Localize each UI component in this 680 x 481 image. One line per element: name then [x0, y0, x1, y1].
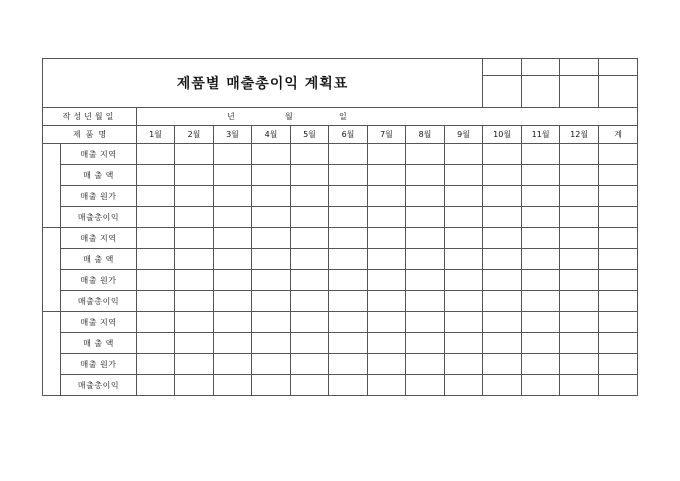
month-value-cell[interactable] [175, 249, 214, 270]
plan-table [42, 58, 638, 396]
table-row [43, 228, 638, 249]
month-value-cell[interactable] [406, 144, 445, 165]
month-value-cell[interactable] [291, 228, 329, 249]
total-value-cell[interactable] [599, 165, 638, 186]
document-title: 제품별 매출총이익 계획표 [43, 59, 483, 108]
month-value-cell[interactable] [214, 312, 252, 333]
month-value-cell[interactable] [175, 144, 214, 165]
month-value-cell[interactable] [291, 354, 329, 375]
table-row [43, 186, 638, 207]
month-value-cell[interactable] [175, 228, 214, 249]
month-header-12: 12월 [560, 126, 599, 144]
month-value-cell[interactable] [445, 144, 483, 165]
month-value-cell[interactable] [445, 228, 483, 249]
month-value-cell[interactable] [175, 354, 214, 375]
month-value-cell[interactable] [445, 249, 483, 270]
month-value-cell[interactable] [252, 144, 291, 165]
month-value-cell[interactable] [252, 354, 291, 375]
approval-box-2-header[interactable] [522, 59, 560, 76]
month-value-cell[interactable] [252, 186, 291, 207]
month-value-cell[interactable] [522, 207, 560, 228]
month-value-cell[interactable] [252, 228, 291, 249]
month-value-cell[interactable] [368, 312, 406, 333]
month-value-cell[interactable] [483, 375, 522, 396]
month-value-cell[interactable] [368, 291, 406, 312]
month-value-cell[interactable] [291, 207, 329, 228]
month-value-cell[interactable] [406, 270, 445, 291]
month-value-cell[interactable] [329, 312, 368, 333]
month-value-cell[interactable] [329, 144, 368, 165]
table-row [43, 270, 638, 291]
month-value-cell[interactable] [368, 144, 406, 165]
month-value-cell[interactable] [252, 291, 291, 312]
row-label: 매 출 액 [61, 333, 137, 354]
month-value-cell[interactable] [368, 249, 406, 270]
month-value-cell[interactable] [560, 186, 599, 207]
month-header-3: 3월 [214, 126, 252, 144]
month-value-cell[interactable] [445, 207, 483, 228]
month-header-9: 9월 [445, 126, 483, 144]
month-value-cell[interactable] [522, 165, 560, 186]
table-row [43, 249, 638, 270]
month-header-1: 1월 [137, 126, 175, 144]
written-date-label: 작성년월일 [43, 108, 137, 126]
month-value-cell[interactable] [175, 291, 214, 312]
month-value-cell[interactable] [137, 207, 175, 228]
month-value-cell[interactable] [406, 354, 445, 375]
total-value-cell[interactable] [599, 249, 638, 270]
month-value-cell[interactable] [445, 375, 483, 396]
month-value-cell[interactable] [175, 270, 214, 291]
row-label: 매 출 액 [61, 249, 137, 270]
product-name-cell[interactable] [43, 312, 61, 396]
month-value-cell[interactable] [214, 228, 252, 249]
plan-sheet [42, 58, 637, 419]
month-value-cell[interactable] [291, 312, 329, 333]
month-value-cell[interactable] [214, 375, 252, 396]
approval-box-3-header[interactable] [560, 59, 599, 76]
month-value-cell[interactable] [291, 249, 329, 270]
total-value-cell[interactable] [599, 312, 638, 333]
month-value-cell[interactable] [406, 186, 445, 207]
month-value-cell[interactable] [291, 333, 329, 354]
month-value-cell[interactable] [368, 270, 406, 291]
month-value-cell[interactable] [214, 291, 252, 312]
month-value-cell[interactable] [252, 333, 291, 354]
month-value-cell[interactable] [368, 186, 406, 207]
month-value-cell[interactable] [137, 354, 175, 375]
approval-box-1-sign[interactable] [483, 76, 522, 108]
month-value-cell[interactable] [560, 375, 599, 396]
month-value-cell[interactable] [560, 249, 599, 270]
year-label: 년 [227, 112, 235, 121]
month-value-cell[interactable] [368, 375, 406, 396]
month-value-cell[interactable] [406, 207, 445, 228]
month-value-cell[interactable] [175, 186, 214, 207]
month-header-8: 8월 [406, 126, 445, 144]
month-value-cell[interactable] [137, 249, 175, 270]
month-header-11: 11월 [522, 126, 560, 144]
month-value-cell[interactable] [329, 186, 368, 207]
product-name-label: 제 품 명 [43, 126, 137, 144]
month-value-cell[interactable] [175, 312, 214, 333]
day-label: 일 [339, 112, 347, 121]
month-value-cell[interactable] [560, 312, 599, 333]
month-value-cell[interactable] [445, 333, 483, 354]
month-value-cell[interactable] [406, 333, 445, 354]
month-value-cell[interactable] [445, 312, 483, 333]
table-row [43, 144, 638, 165]
month-value-cell[interactable] [483, 354, 522, 375]
table-row [43, 312, 638, 333]
row-label: 매출 원가 [61, 270, 137, 291]
row-label: 매출 지역 [61, 144, 137, 165]
month-value-cell[interactable] [329, 228, 368, 249]
total-value-cell[interactable] [599, 354, 638, 375]
month-value-cell[interactable] [406, 312, 445, 333]
month-value-cell[interactable] [522, 354, 560, 375]
total-value-cell[interactable] [599, 270, 638, 291]
table-row [43, 375, 638, 396]
month-value-cell[interactable] [445, 291, 483, 312]
month-header-7: 7월 [368, 126, 406, 144]
table-row [43, 165, 638, 186]
month-value-cell[interactable] [137, 270, 175, 291]
month-value-cell[interactable] [137, 228, 175, 249]
month-value-cell[interactable] [483, 186, 522, 207]
approval-box-4-sign[interactable] [599, 76, 638, 108]
month-value-cell[interactable] [522, 333, 560, 354]
total-value-cell[interactable] [599, 186, 638, 207]
total-header: 계 [599, 126, 638, 144]
month-value-cell[interactable] [406, 291, 445, 312]
row-label: 매출 원가 [61, 354, 137, 375]
month-value-cell[interactable] [483, 270, 522, 291]
written-date-field[interactable] [137, 108, 638, 126]
month-value-cell[interactable] [483, 165, 522, 186]
month-header-2: 2월 [175, 126, 214, 144]
total-value-cell[interactable] [599, 207, 638, 228]
month-value-cell[interactable] [445, 186, 483, 207]
month-value-cell[interactable] [291, 186, 329, 207]
month-value-cell[interactable] [368, 165, 406, 186]
month-value-cell[interactable] [214, 144, 252, 165]
month-value-cell[interactable] [252, 165, 291, 186]
month-value-cell[interactable] [291, 144, 329, 165]
month-value-cell[interactable] [522, 312, 560, 333]
month-value-cell[interactable] [175, 375, 214, 396]
month-value-cell[interactable] [522, 186, 560, 207]
month-value-cell[interactable] [329, 291, 368, 312]
month-value-cell[interactable] [214, 186, 252, 207]
month-value-cell[interactable] [214, 249, 252, 270]
month-value-cell[interactable] [368, 354, 406, 375]
row-label: 매출총이익 [61, 207, 137, 228]
approval-box-4-header[interactable] [599, 59, 638, 76]
month-value-cell[interactable] [329, 249, 368, 270]
month-value-cell[interactable] [329, 375, 368, 396]
month-value-cell[interactable] [252, 249, 291, 270]
month-value-cell[interactable] [329, 165, 368, 186]
month-value-cell[interactable] [329, 333, 368, 354]
month-value-cell[interactable] [445, 165, 483, 186]
approval-box-2-sign[interactable] [522, 76, 560, 108]
month-value-cell[interactable] [560, 270, 599, 291]
month-value-cell[interactable] [137, 291, 175, 312]
month-value-cell[interactable] [214, 165, 252, 186]
month-value-cell[interactable] [406, 165, 445, 186]
month-value-cell[interactable] [445, 354, 483, 375]
month-value-cell[interactable] [522, 228, 560, 249]
month-value-cell[interactable] [483, 207, 522, 228]
month-label: 월 [285, 112, 293, 121]
month-value-cell[interactable] [137, 312, 175, 333]
month-value-cell[interactable] [368, 207, 406, 228]
approval-box-1-header[interactable] [483, 59, 522, 76]
month-header-10: 10월 [483, 126, 522, 144]
month-header-5: 5월 [291, 126, 329, 144]
month-value-cell[interactable] [560, 354, 599, 375]
month-value-cell[interactable] [137, 333, 175, 354]
month-value-cell[interactable] [483, 312, 522, 333]
row-label: 매출총이익 [61, 291, 137, 312]
month-value-cell[interactable] [137, 186, 175, 207]
month-value-cell[interactable] [560, 228, 599, 249]
total-value-cell[interactable] [599, 333, 638, 354]
month-header-6: 6월 [329, 126, 368, 144]
table-row [43, 207, 638, 228]
month-value-cell[interactable] [214, 207, 252, 228]
month-value-cell[interactable] [175, 165, 214, 186]
month-value-cell[interactable] [291, 375, 329, 396]
row-label: 매 출 액 [61, 165, 137, 186]
month-value-cell[interactable] [483, 228, 522, 249]
product-name-cell[interactable] [43, 228, 61, 312]
month-value-cell[interactable] [214, 354, 252, 375]
month-value-cell[interactable] [406, 249, 445, 270]
month-value-cell[interactable] [483, 291, 522, 312]
month-value-cell[interactable] [291, 270, 329, 291]
month-value-cell[interactable] [560, 207, 599, 228]
total-value-cell[interactable] [599, 228, 638, 249]
row-label: 매출 지역 [61, 228, 137, 249]
month-value-cell[interactable] [560, 144, 599, 165]
month-value-cell[interactable] [137, 144, 175, 165]
month-value-cell[interactable] [483, 249, 522, 270]
total-value-cell[interactable] [599, 375, 638, 396]
month-value-cell[interactable] [522, 144, 560, 165]
total-value-cell[interactable] [599, 291, 638, 312]
month-value-cell[interactable] [175, 207, 214, 228]
table-row [43, 291, 638, 312]
month-value-cell[interactable] [137, 165, 175, 186]
product-name-cell[interactable] [43, 144, 61, 228]
table-row [43, 333, 638, 354]
month-value-cell[interactable] [483, 144, 522, 165]
month-value-cell[interactable] [291, 165, 329, 186]
month-value-cell[interactable] [291, 291, 329, 312]
month-value-cell[interactable] [252, 375, 291, 396]
row-label: 매출총이익 [61, 375, 137, 396]
month-value-cell[interactable] [329, 270, 368, 291]
total-value-cell[interactable] [599, 144, 638, 165]
month-value-cell[interactable] [522, 291, 560, 312]
month-value-cell[interactable] [329, 354, 368, 375]
month-value-cell[interactable] [406, 375, 445, 396]
month-value-cell[interactable] [560, 165, 599, 186]
month-value-cell[interactable] [137, 375, 175, 396]
month-value-cell[interactable] [214, 333, 252, 354]
month-header-4: 4월 [252, 126, 291, 144]
month-value-cell[interactable] [252, 312, 291, 333]
month-value-cell[interactable] [560, 291, 599, 312]
month-value-cell[interactable] [445, 270, 483, 291]
approval-box-3-sign[interactable] [560, 76, 599, 108]
month-value-cell[interactable] [368, 333, 406, 354]
month-value-cell[interactable] [214, 270, 252, 291]
month-value-cell[interactable] [329, 207, 368, 228]
month-value-cell[interactable] [560, 333, 599, 354]
month-value-cell[interactable] [522, 270, 560, 291]
month-value-cell[interactable] [522, 375, 560, 396]
month-value-cell[interactable] [483, 333, 522, 354]
month-value-cell[interactable] [368, 228, 406, 249]
month-value-cell[interactable] [406, 228, 445, 249]
month-value-cell[interactable] [252, 207, 291, 228]
row-label: 매출 지역 [61, 312, 137, 333]
month-value-cell[interactable] [175, 333, 214, 354]
month-value-cell[interactable] [252, 270, 291, 291]
month-value-cell[interactable] [522, 249, 560, 270]
row-label: 매출 원가 [61, 186, 137, 207]
table-row [43, 354, 638, 375]
